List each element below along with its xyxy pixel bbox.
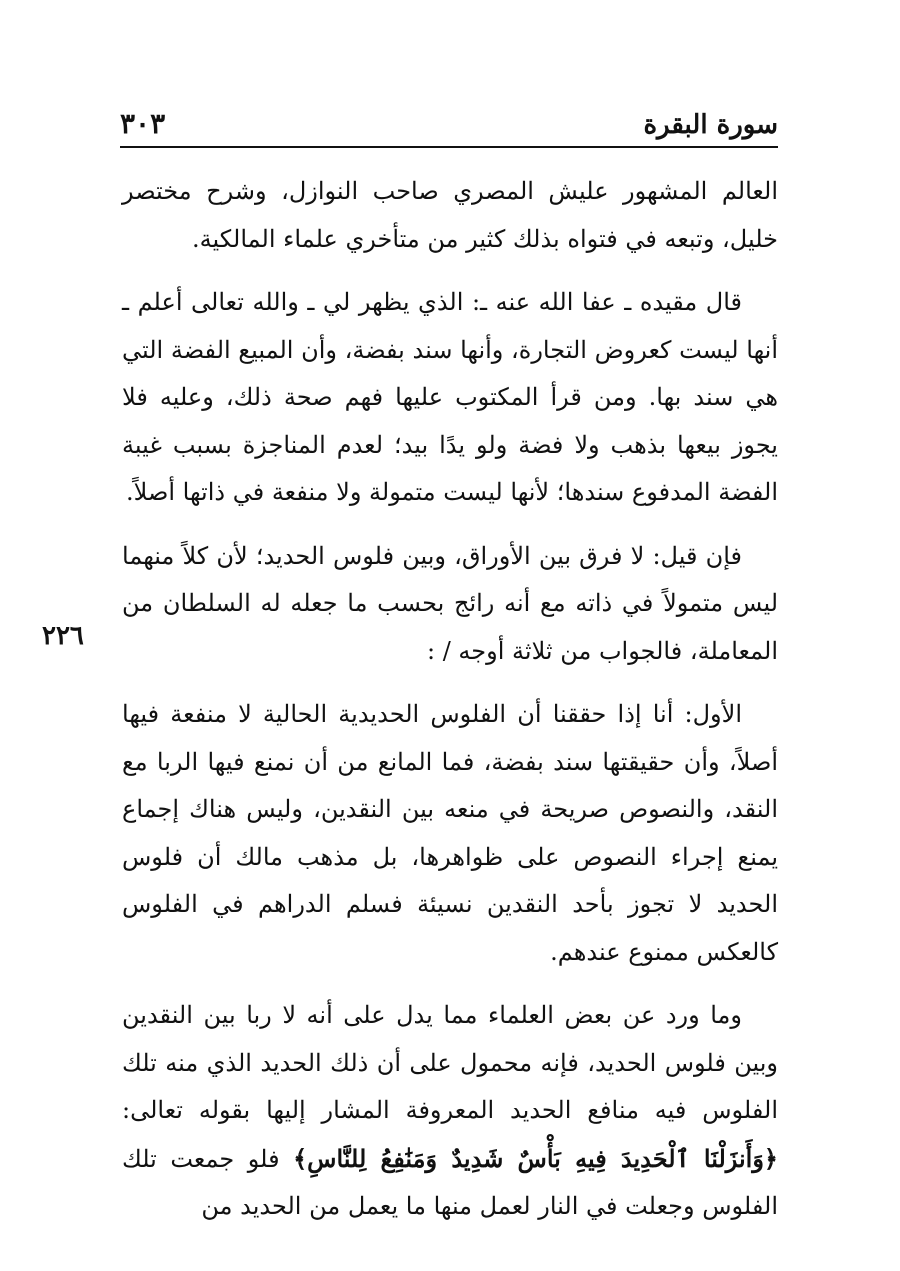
chapter-title: سورة البقرة — [643, 110, 778, 140]
page-header — [120, 98, 778, 148]
paragraph-5 — [122, 992, 778, 1231]
paragraph-5-text-after: فلو جمعت تلك الفلوس وجعلت في النار لعمل منها ما يعمل من الحديد من — [122, 1144, 778, 1220]
paragraph-1: العالم المشهور عليش المصري صاحب النوازل، وشرح مختصر خليل، وتبعه في فتواه بذلك كثير من متأخري علماء المالكية. — [122, 177, 778, 253]
page-number: ٣٠٣ — [120, 107, 166, 140]
paragraph-2: قال مقيده ـ عفا الله عنه ـ: الذي يظهر لي ـ والله تعالى أعلم ـ أنها ليست كعروض التجارة، وأنها سند بفضة، وأن المبيع الفضة التي هي سند بها. ومن قرأ المكتوب عليها فهم صحة ذلك، وعليه فلا يجوز بيعها بذهب ولا فضة ولو يدًا بيد؛ لعدم المناجزة بسبب غيبة الفضة المدفوع سندها؛ لأنها ليست متمولة ولا منفعة في ذاتها أصلاً. — [122, 288, 778, 506]
paragraph-5-text-before: وما ورد عن بعض العلماء مما يدل على أنه لا ربا بين النقدين وبين فلوس الحديد، فإنه محمول على أن ذلك الحديد الذي منه تلك الفلوس فيه منافع الحديد المعروفة المشار إليها بقوله تعالى: — [122, 1001, 778, 1124]
paragraph-3: فإن قيل: لا فرق بين الأوراق، وبين فلوس الحديد؛ لأن كلاً منهما ليس متمولاً في ذاته مع أنه رائج بحسب ما جعله له السلطان من المعاملة، فالجواب من ثلاثة أوجه / : — [122, 541, 778, 665]
page-body — [122, 168, 778, 1247]
paragraph-4: الأول: أنا إذا حققنا أن الفلوس الحديدية الحالية لا منفعة فيها أصلاً، وأن حقيقتها سند بفضة، فما المانع من أن نمنع فيها الربا مع النقد، والنصوص صريحة في منعه بين النقدين، وليس هناك إجماع يمنع إجراء النصوص على ظواهرها، بل مذهب مالك أن فلوس الحديد لا تجوز بأحد النقدين نسيئة فسلم الدراهم في الفلوس كالعكس ممنوع عندهم. — [122, 700, 778, 966]
margin-page-reference: ٢٢٦ — [42, 621, 84, 651]
quran-verse: ﴿وَأَنزَلْنَا ٱلْحَدِيدَ فِيهِ بَأْسٌ شَدِيدٌ وَمَنَٰفِعُ لِلنَّاسِ﴾ — [293, 1143, 778, 1173]
